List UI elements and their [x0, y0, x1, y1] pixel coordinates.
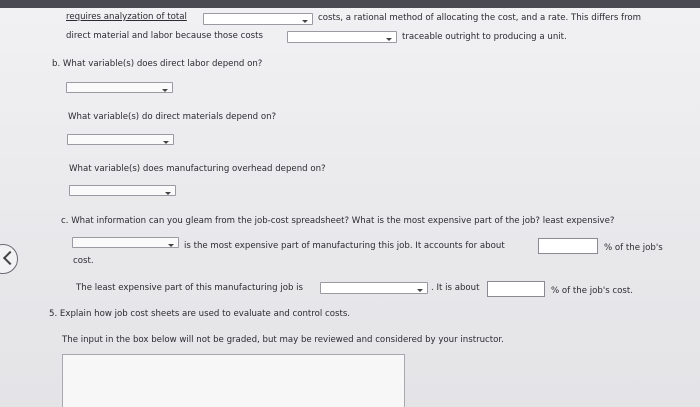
line1-prefix: requires analyzation of total	[66, 12, 187, 22]
most-expensive-percent-input[interactable]	[538, 238, 598, 254]
question-overhead: What variable(s) does manufacturing overhead depend on?	[69, 164, 326, 174]
question-5: 5. Explain how job cost sheets are used to evaluate and control costs.	[49, 309, 351, 319]
least-expensive-suffix: % of the job's cost.	[551, 286, 633, 296]
chevron-down-icon	[302, 20, 308, 23]
chevron-down-icon	[165, 192, 171, 195]
explanation-textarea[interactable]	[62, 354, 405, 407]
direct-materials-dropdown[interactable]	[67, 134, 174, 145]
total-costs-dropdown[interactable]	[203, 13, 313, 25]
top-bar	[0, 0, 700, 8]
least-expensive-percent-input[interactable]	[487, 281, 545, 297]
line2-prefix: direct material and labor because those costs	[66, 31, 263, 41]
chevron-down-icon	[163, 141, 169, 144]
line1-suffix: costs, a rational method of allocating the cost, and a rate. This differs from	[318, 13, 642, 23]
least-expensive-text: The least expensive part of this manufacturing job is	[76, 283, 304, 293]
most-expensive-suffix: % of the job's	[604, 243, 663, 253]
most-expensive-text: is the most expensive part of manufacturing this job. It accounts for about	[184, 241, 505, 251]
question-materials: What variable(s) do direct materials depend on?	[68, 112, 277, 122]
least-expensive-mid: . It is about	[431, 283, 480, 293]
traceable-dropdown[interactable]	[287, 31, 397, 43]
chevron-down-icon	[162, 89, 168, 92]
question-c: c. What information can you gleam from the job-cost spreadsheet? What is the most expensive part of the job? least expensive?	[61, 216, 615, 226]
overhead-dropdown[interactable]	[69, 185, 176, 196]
chevron-left-icon	[3, 251, 17, 265]
chevron-down-icon	[417, 289, 423, 292]
question-b: b. What variable(s) does direct labor depend on?	[52, 59, 263, 69]
direct-labor-dropdown[interactable]	[66, 82, 173, 93]
line2-suffix: traceable outright to producing a unit.	[402, 32, 567, 42]
chevron-down-icon	[168, 244, 174, 247]
cost-word: cost.	[73, 256, 94, 266]
chevron-down-icon	[386, 38, 392, 41]
grading-note: The input in the box below will not be graded, but may be reviewed and considered by your instructor.	[62, 335, 504, 345]
most-expensive-dropdown[interactable]	[72, 237, 179, 248]
least-expensive-dropdown[interactable]	[320, 282, 428, 294]
